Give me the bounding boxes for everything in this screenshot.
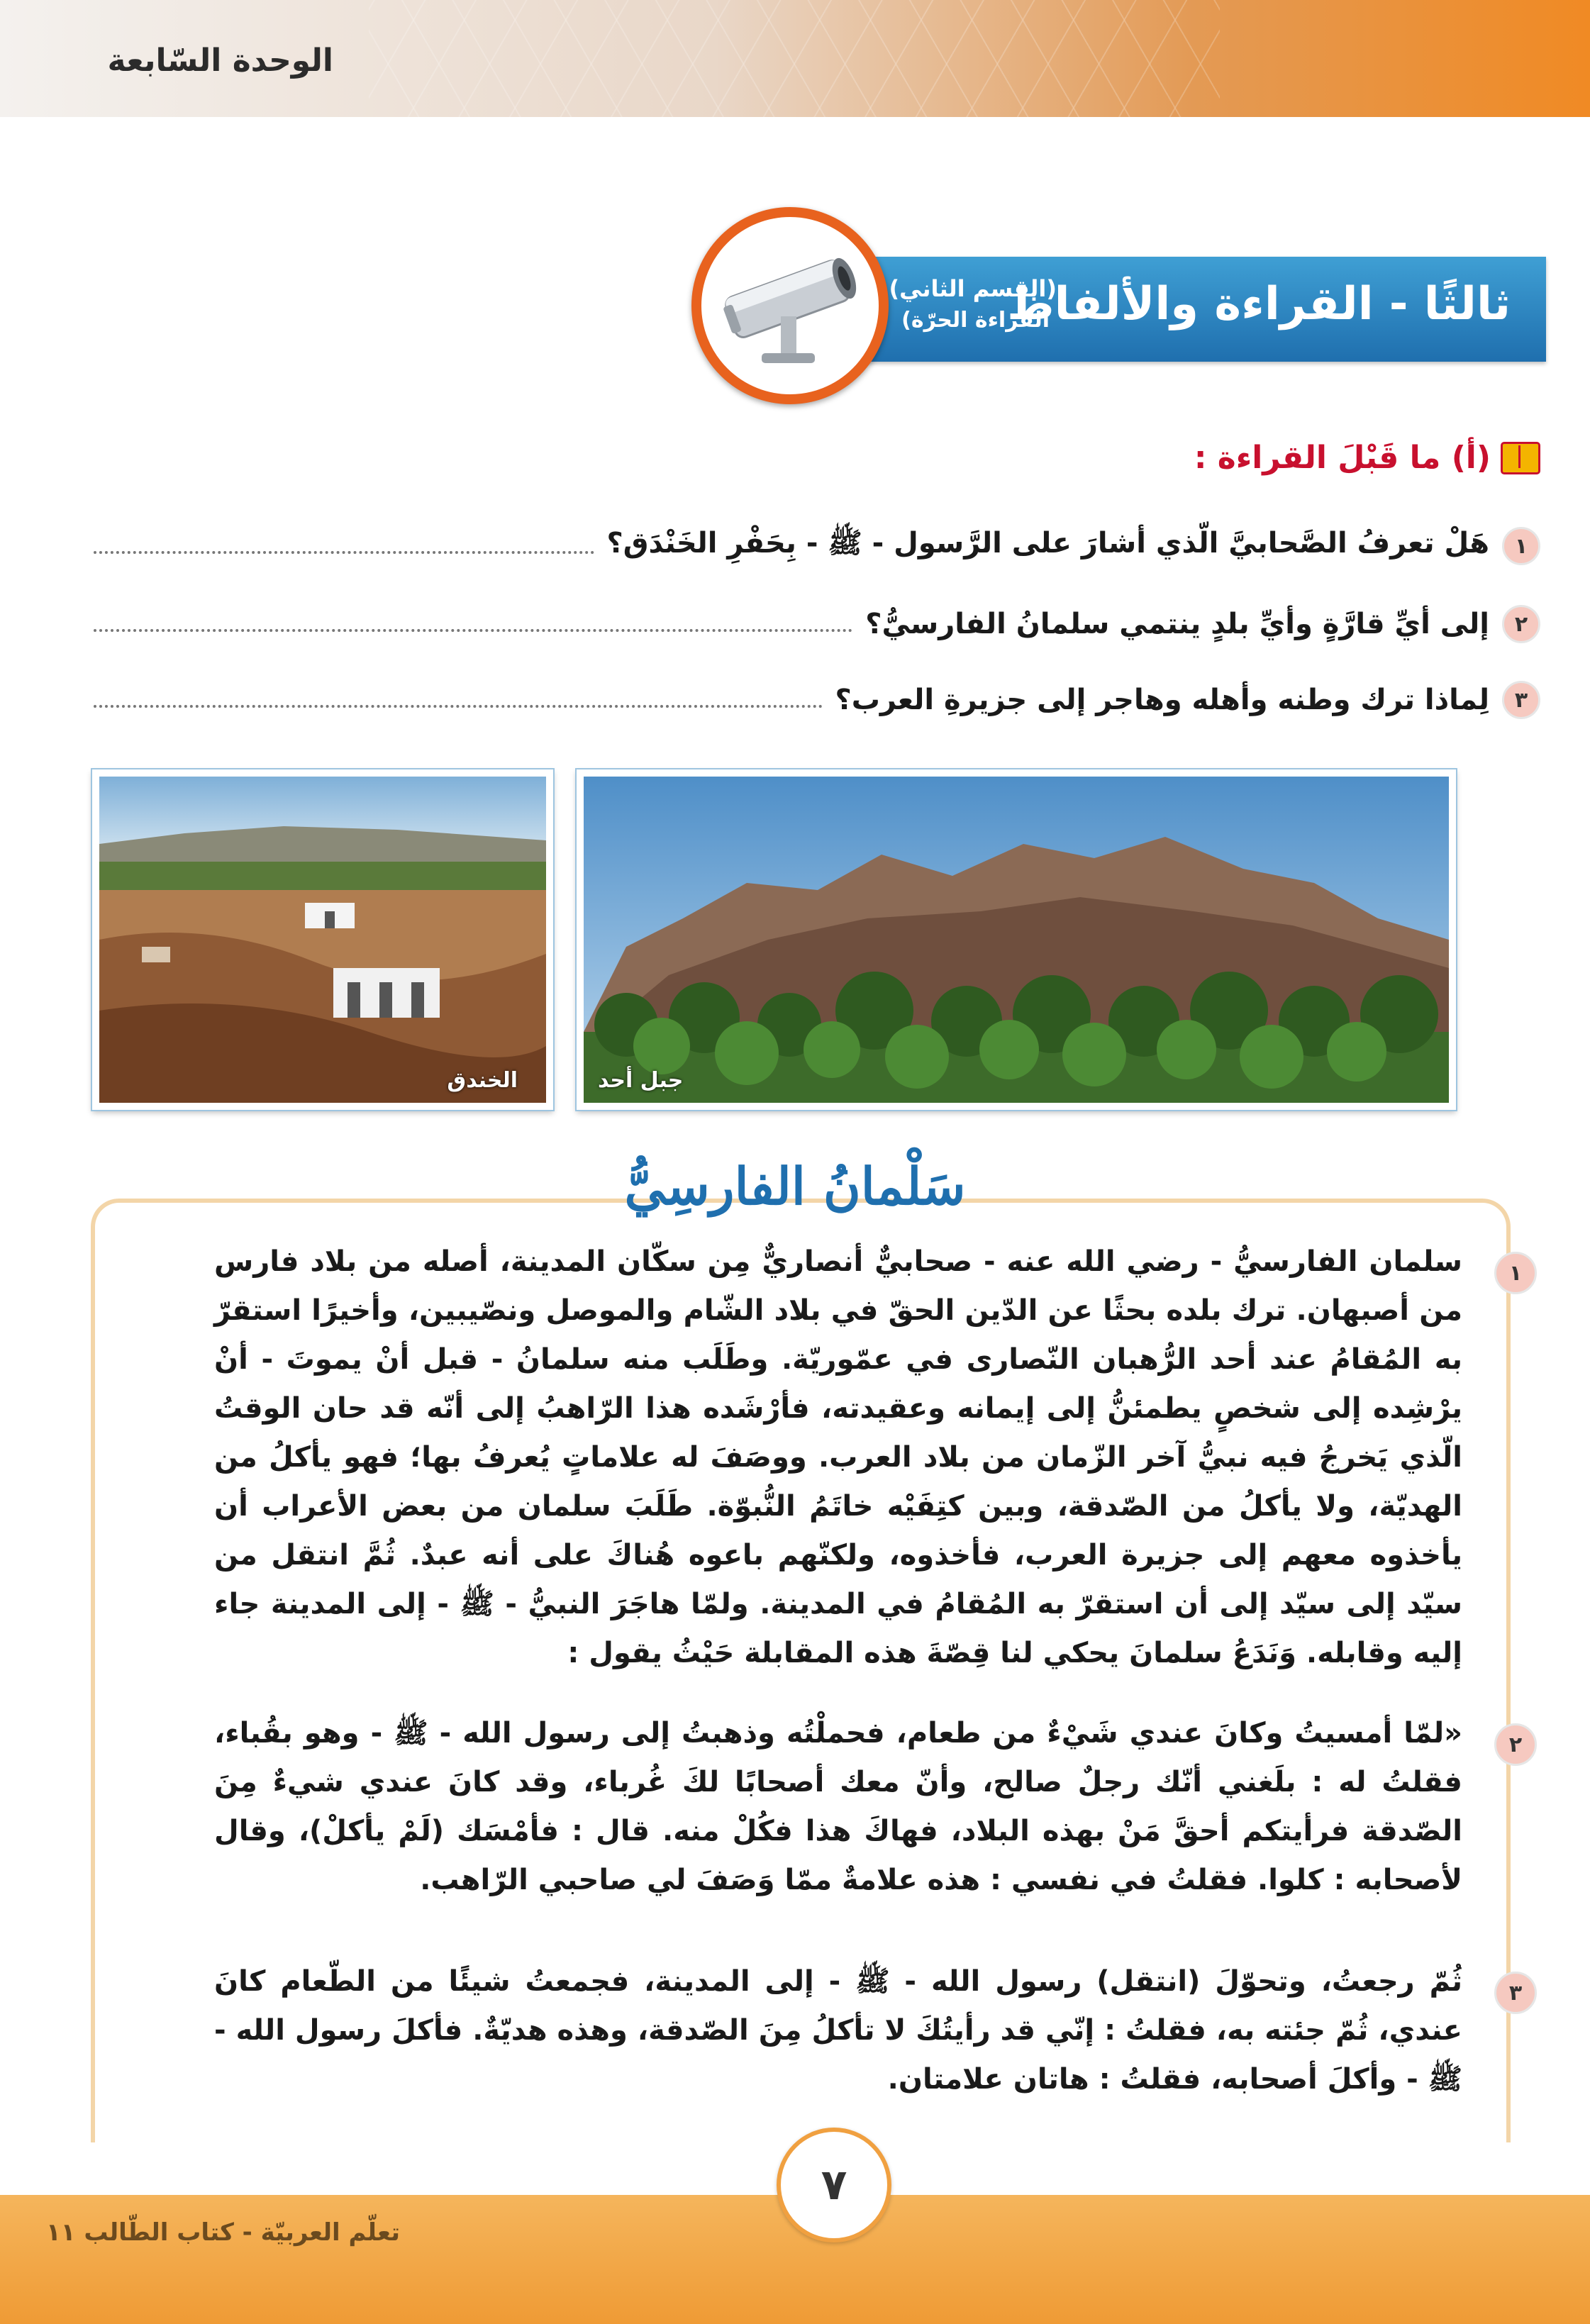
section-title: ثالثًا - القراءة والألفاظ — [1007, 278, 1511, 330]
khandaq-photo — [92, 769, 553, 1110]
unit-title: الوحدة السّابعة — [107, 43, 333, 79]
page-number: ٧ — [777, 2128, 891, 2242]
question-number: ٢ — [1502, 605, 1540, 643]
banner-pattern — [369, 0, 1220, 117]
paragraph-number: ٢ — [1494, 1723, 1537, 1766]
book-title: تعلّم العربيّة - كتاب الطّالب ١١ — [46, 2218, 400, 2247]
answer-line[interactable] — [94, 629, 852, 632]
telescope-icon — [691, 207, 889, 404]
question-text: لِماذا ترك وطنه وأهله وهاجر إلى جزيرةِ العرب؟ — [835, 684, 1489, 716]
question-row — [51, 603, 1540, 645]
question-number: ٣ — [1502, 681, 1540, 719]
story-paragraph: «لمّا أمسيتُ وكانَ عندي شَيْءٌ من طعام، فحملْتُه وذهبتُ إلى رسول الله - ﷺ - وهو بقُباء، فقلتُ له : بلَغني أنّك رجلٌ صالح، وأنّ معك أصحابًا لكَ غُرباء، وقد كانَ عندي شيءٌ مِنَ الصّدقة فرأيتكم أحقَّ مَنْ بهذه البلاد، فهاكَ هذا فكُلْ منه. قال : فأمْسَك (لَمْ يأكلْ)، وقال لأصحابه : كلوا. فقلتُ في نفسي : هذه علامةٌ ممّا وَصَفَ لي صاحبي الرّاهب. — [214, 1717, 1462, 1896]
answer-line[interactable] — [94, 551, 594, 554]
uhud-photo — [577, 769, 1456, 1110]
story-paragraph: سلمان الفارسيُّ - رضي الله عنه - صحابيٌّ أنصاريٌّ مِن سكّان المدينة، أصله من بلاد فارس من أصبهان. ترك بلده بحثًا عن الدّين الحقّ في بلاد الشّام والموصل ونصّيبين، وأخيرًا استقرّ به المُقامُ عند أحد الرُّهبان النّصارى في عمّوريّة. وطَلَب منه سلمانُ - قبل أنْ يموتَ - أنْ يرْشِده إلى شخصٍ يطمئنُّ إلى إيمانه وعقيدته، فأرْشَده هذا الرّاهبُ إلى أنّه قد حان الوقتُ الّذي يَخرجُ فيه نبيُّ آخر الزّمان من بلاد العرب. ووصَفَ له علاماتٍ يُعرفُ بها؛ فهو يأكلُ من الهديّة، ولا يأكلُ من الصّدقة، وبين كتِفَيْه خاتَمُ النُّبوّة. طَلَبَ سلمان من بعض الأعراب أن يأخذوه معهم إلى جزيرة العرب، فأخذوه، ولكنّهم باعوه هُناكَ على أنه عبدٌ. ثُمَّ انتقل من سيّد إلى سيّد إلى أن استقرّ به المُقامُ في المدينة. ولمّا هاجَرَ النبيُّ - ﷺ - إلى المدينة جاء إليه وقابله. وَنَدَعُ سلمانَ يحكي لنا قِصّةَ هذه المقابلة حَيْثُ يقول : — [214, 1245, 1462, 1669]
question-row — [51, 679, 1540, 721]
book-icon — [1501, 442, 1540, 474]
question-number: ١ — [1502, 527, 1540, 565]
answer-line[interactable] — [94, 705, 823, 708]
uhud-caption: جبل أحد — [598, 1068, 684, 1093]
story-title: سَلْمانُ الفارسِيُّ — [624, 1156, 966, 1216]
section-subtitle: القراءة الحرّة) — [901, 308, 1050, 333]
question-row — [51, 525, 1540, 567]
story-paragraph: ثُمّ رجعتُ، وتحوّلَ (انتقل) رسول الله - ﷺ - إلى المدينة، فجمعتُ شيئًا من الطّعام كانَ عندي، ثُمّ جئته به، فقلتُ : إنّي قد رأيتُكَ لا تأكلُ مِنَ الصّدقة، وهذه هديّةٌ. فأكلَ رسول الله - ﷺ - وأكلَ أصحابه، فقلتُ : هاتان علامتان. — [214, 1965, 1462, 2096]
section-part-label: (القسم الثاني) — [889, 275, 1057, 302]
khandaq-caption: الخندق — [447, 1068, 518, 1093]
pre-reading-heading-text: (أ) ما قَبْلَ القراءة : — [1194, 440, 1491, 476]
pre-reading-heading — [1194, 440, 1540, 476]
paragraph-number: ٣ — [1494, 1972, 1537, 2014]
question-text: إلى أيِّ قارَّةٍ وأيِّ بلدٍ ينتمي سلمانُ الفارسيُّ؟ — [865, 608, 1489, 640]
paragraph-number: ١ — [1494, 1252, 1537, 1294]
question-text: هَلْ تعرفُ الصَّحابيَّ الّذي أشارَ على الرَّسول - ﷺ - بِحَفْرِ الخَنْدَق؟ — [606, 527, 1489, 560]
